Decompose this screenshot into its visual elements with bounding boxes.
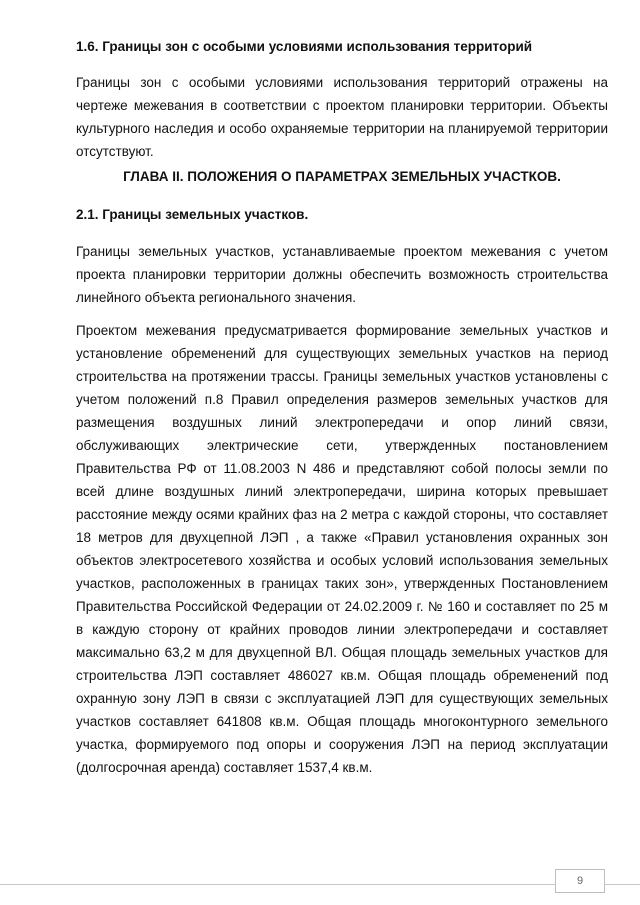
- page-number: 9: [555, 869, 605, 893]
- footer-divider: [0, 884, 640, 885]
- section-1-6-paragraph: Границы зон с особыми условиями использования территорий отражены на чертеже межевания в соответствии с проектом планировки территории. Объекты культурного наследия и особо охраняемые территории на планируемой территории отсутствуют.: [76, 75, 608, 159]
- section-1-6-heading: 1.6. Границы зон с особыми условиями использования территорий: [76, 39, 533, 54]
- section-2-1-heading: 2.1. Границы земельных участков.: [76, 207, 309, 222]
- section-2-1-paragraph-2: Проектом межевания предусматривается формирование земельных участков и установление обременений для существующих земельных участков на период строительства на протяжении трассы. Границы земельных участков установлены с учетом положений п.8 Правил определения размеров земельных участков для размещения воздушных линий электропередачи и опор линий связи, обслуживающих электрические сети, утвержденных постановлением Правительства РФ от 11.08.2003 N 486 и представляют собой полосы земли по всей длине воздушных линий электропередачи, ширина которых превышает расстояние между осями крайних фаз на 2 метра с каждой стороны, что составляет 18 метров для двухцепной ЛЭП , а также «Правил установления охранных зон объектов электросетевого хозяйства и особых условий использования земельных участков, расположенных в границах таких зон», утвержденных Постановлением Правительства Российской Федерации от 24.02.2009 г. № 160 и составляет по 25 м в каждую сторону от крайних проводов линии электропередачи и составляет максимально 63,2 м для двухцепной ВЛ. Общая площадь земельных участков для строительства ЛЭП составляет 486027 кв.м. Общая площадь обременений под охранную зону ЛЭП в связи с эксплуатацией ЛЭП для существующих земельных участков составляет 641808 кв.м. Общая площадь многоконтурного земельного участка, формируемого под опоры и сооружения ЛЭП на период эксплуатации (долгосрочная аренда) составляет 1537,4 кв.м.: [76, 323, 608, 775]
- chapter-2-title: ГЛАВА II. ПОЛОЖЕНИЯ О ПАРАМЕТРАХ ЗЕМЕЛЬНЫХ УЧАСТКОВ.: [123, 169, 561, 184]
- section-2-1-paragraph-1: Границы земельных участков, устанавливаемые проектом межевания с учетом проекта планировки территории должны обеспечить возможность строительства линейного объекта регионального значения.: [76, 244, 608, 305]
